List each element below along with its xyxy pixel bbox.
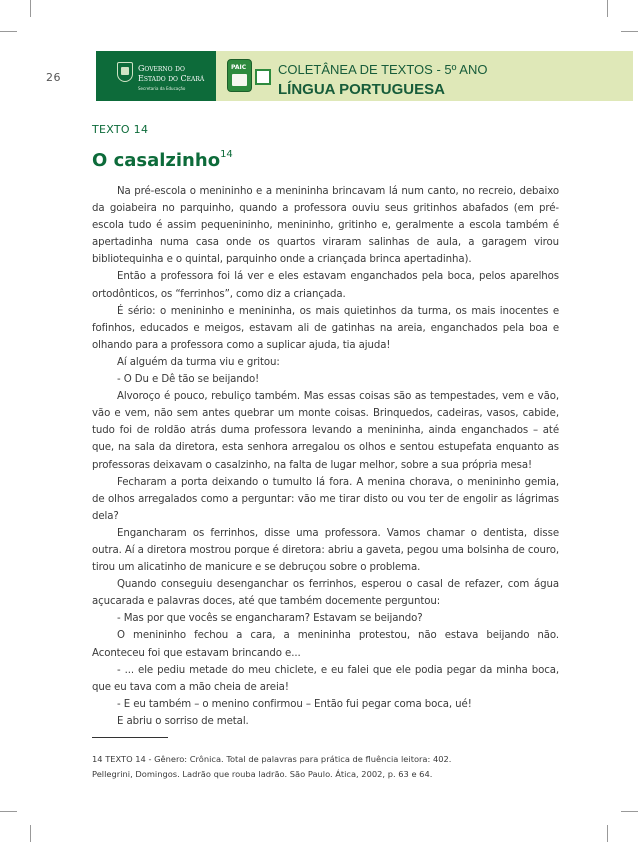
crop-mark [607, 0, 608, 17]
article-title [92, 150, 233, 171]
paragraph: O menininho fechou a cara, a menininha protestou, não estava beijando não. Aconteceu foi que estavam brincando e... [92, 630, 559, 659]
footnote-divider [92, 737, 168, 738]
paragraph: É sério: o menininho e menininha, os mais quietinhos da turma, os mais inocentes e fofinhos, educados e meigos, estavam ali de gatinhas na areia, enganchados pela boa e olhando para a professora como a suplicar ajuda, tia ajuda! [92, 305, 559, 351]
logo-subtitle: Secretaria da Educação [138, 86, 186, 91]
paragraph: - ... ele pediu metade do meu chiclete, e eu falei que ele podia pegar da minha boca, que eu tava com a mão cheia de areia! [92, 664, 559, 693]
article-body [92, 183, 559, 730]
paragraph: E abriu o sorriso de metal. [117, 715, 249, 727]
state-crest-icon [117, 62, 133, 82]
book-icon [232, 74, 247, 86]
crop-mark [621, 811, 638, 812]
page-number: 26 [46, 71, 61, 84]
footnote-reference: 14 [220, 149, 233, 160]
paragraph: Então a professora foi lá ver e eles estavam enganchados pela boca, pelos aparelhos ortodônticos, os “ferrinhos”, como diz a criançada. [92, 271, 559, 300]
crop-mark [0, 811, 17, 812]
paragraph: Engancharam os ferrinhos, disse uma professora. Vamos chamar o dentista, disse outra. Aí a diretora mostrou porque é diretora: abriu a gaveta, pegou uma bolsinha de couro, tirou um alicatinho de manicure e se debruçou sobre o problema. [92, 527, 559, 574]
paragraph: - E eu também – o menino confirmou – Então fui pegar coma boca, ué! [117, 698, 472, 710]
paragraph: Alvoroço é pouco, rebuliço também. Mas essas coisas são as tempestades, vem e vão, vão e vem, não sem antes quebrar um monte coisas. Brinquedos, cadeiras, vasos, cabide, tudo foi de roldão atrás duma professora levando a menininha, ainda enganchados – até que, na sala da diretora, esta senhora arregalou os olhos e sentou estupefata enquanto as professoras deixavam o casalzinho, na falta de lugar melhor, sobre a sua própria mesa! [92, 391, 559, 471]
crop-mark [30, 825, 31, 842]
footnote [92, 752, 451, 781]
paragraph: Quando conseguiu desenganchar os ferrinhos, esperou o casal de refazer, com água açucarada e palavras doces, até que também docemente perguntou: [92, 579, 559, 608]
crop-mark [30, 0, 31, 17]
footnote-line: 14 TEXTO 14 - Gênero: Crônica. Total de palavras para prática de fluência leitora: 402. [92, 754, 452, 764]
paic-logo-text: PAIC [231, 64, 247, 71]
badge-icon [255, 69, 271, 85]
paragraph: Na pré-escola o menininho e a menininha brincavam lá num canto, no recreio, debaixo da goiabeira no parquinho, quando a professora ouviu seus gritinhos abafados (em pré-escola tudo é assim pequenininho, menininho, gritinho e, geralmente a escola também é apertadinha numa casa onde os quartos viraram salinhas de aula, a garagem virou bibliotequinha e o quintal, parquinho onde a criançada brinca apertadinha). [92, 186, 559, 266]
crop-mark [607, 825, 608, 842]
logo-line-2: Estado do Ceará [138, 74, 205, 83]
paragraph: - O Du e Dê tão se beijando! [117, 374, 260, 386]
paragraph: Aí alguém da turma viu e gritou: [117, 356, 280, 368]
logo-line-1: Governo do [138, 64, 185, 73]
paic-logo-icon [227, 59, 252, 92]
crop-mark [621, 31, 638, 32]
footnote-line: Pellegrini, Domingos. Ladrão que rouba ladrão. São Paulo. Ática, 2002, p. 63 e 64. [92, 768, 433, 779]
paragraph: - Mas por que vocês se engancharam? Estavam se beijando? [117, 613, 423, 625]
subject-title: LÍNGUA PORTUGUESA [278, 81, 445, 98]
paragraph: Fecharam a porta deixando o tumulto lá fora. A menina chorava, o menininho gemia, de olhos arregalados como a perguntar: vão me tirar disto ou vou ter de engolir as lágrimas dela? [92, 476, 559, 522]
section-label: TEXTO 14 [92, 123, 149, 136]
collection-title: COLETÂNEA DE TEXTOS - 5º ANO [278, 62, 488, 77]
article-title-text: O casalzinho [92, 150, 221, 171]
crop-mark [0, 31, 17, 32]
